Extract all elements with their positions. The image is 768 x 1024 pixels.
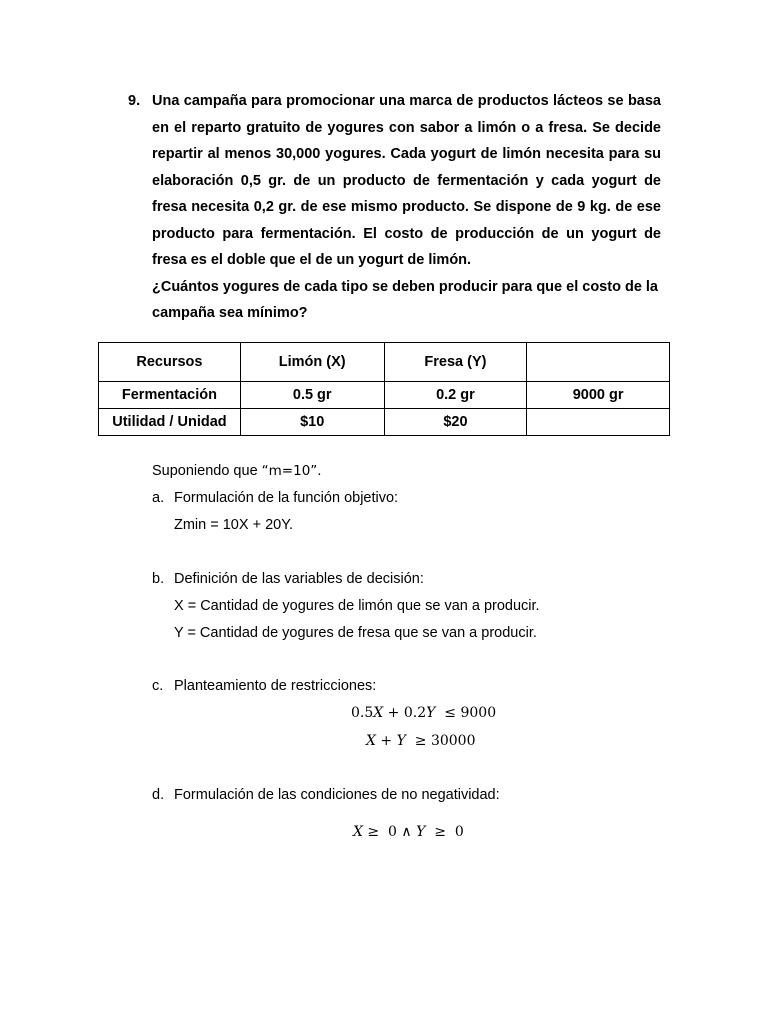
- step-a-title: [152, 490, 398, 506]
- assumption-prefix: Suponiendo que: [152, 463, 262, 479]
- table-row: [99, 409, 670, 436]
- table-cell: 9000 gr: [527, 382, 670, 409]
- constraint-2-rel: ≥ 30000: [405, 733, 476, 749]
- non-negativity-condition: [353, 824, 464, 840]
- step-d-text: Formulación de las condiciones de no negatividad:: [174, 787, 500, 803]
- resources-table: [98, 342, 670, 436]
- table-header-cell: Fresa (Y): [384, 343, 527, 382]
- table-cell: [527, 409, 670, 436]
- constraint-minimum: [366, 733, 475, 749]
- problem-text: Una campaña para promocionar una marca de productos lácteos se basa en el reparto gratuito de yogures con sabor a limón o a fresa. Se decide repartir al menos 30,000 yogures. Cada yogurt de limón necesita para su elaboración 0,5 gr. de un producto de fermentación y cada yogurt de fresa necesita 0,2 gr. de ese mismo producto. Se dispone de 9 kg. de ese producto para fermentación. El costo de producción de un yogurt de fresa es el doble que el de un yogurt de limón.: [152, 93, 661, 268]
- step-b-label: b.: [152, 571, 165, 587]
- constraint-1-op: + 0.2: [383, 705, 427, 721]
- constraint-fermentation: [351, 705, 496, 721]
- assumption-value: “m=10”.: [261, 463, 322, 479]
- step-d-title: [152, 787, 500, 803]
- step-c-label: c.: [152, 678, 164, 694]
- nonneg-var-y: Y: [416, 824, 426, 840]
- table-cell: 0.2 gr: [384, 382, 527, 409]
- problem-number: 9.: [128, 93, 141, 109]
- table-cell: $10: [240, 409, 384, 436]
- nonneg-rel-1: ≥ 0 ∧: [362, 824, 417, 840]
- variable-y-definition: Y = Cantidad de yogures de fresa que se van a producir.: [174, 625, 537, 641]
- table-header-row: [99, 343, 670, 382]
- table-header-cell: Limón (X): [240, 343, 384, 382]
- table-header-cell: Recursos: [99, 343, 241, 382]
- assumption-line: [152, 463, 322, 479]
- constraint-1-var-x: X: [373, 705, 384, 721]
- step-b-title: [152, 571, 424, 587]
- constraint-1-var-y: Y: [426, 705, 436, 721]
- constraint-1-rel: ≤ 9000: [435, 705, 497, 721]
- problem-statement: [128, 88, 661, 327]
- table-cell: $20: [384, 409, 527, 436]
- step-a-text: Formulación de la función objetivo:: [174, 490, 399, 506]
- step-b-text: Definición de las variables de decisión:: [174, 571, 424, 587]
- constraint-2-var-y: Y: [396, 733, 406, 749]
- problem-question: ¿Cuántos yogures de cada tipo se deben producir para que el costo de la campaña sea mínimo?: [152, 278, 658, 321]
- table-cell: Fermentación: [99, 382, 241, 409]
- nonneg-rel-2: ≥ 0: [425, 824, 464, 840]
- nonneg-var-x: X: [353, 824, 363, 840]
- constraint-1-coef: 0.5: [351, 705, 374, 721]
- objective-function: Zmin = 10X + 20Y.: [174, 517, 294, 533]
- constraint-2-op: +: [375, 733, 397, 749]
- step-a-label: a.: [152, 490, 165, 506]
- step-c-title: [152, 678, 376, 694]
- table-cell: Utilidad / Unidad: [99, 409, 241, 436]
- step-d-label: d.: [152, 787, 165, 803]
- variable-x-definition: X = Cantidad de yogures de limón que se van a producir.: [174, 598, 540, 614]
- table-cell: 0.5 gr: [240, 382, 384, 409]
- constraint-2-var-x: X: [366, 733, 376, 749]
- step-c-text: Planteamiento de restricciones:: [174, 678, 377, 694]
- table-header-cell: [527, 343, 670, 382]
- table-row: [99, 382, 670, 409]
